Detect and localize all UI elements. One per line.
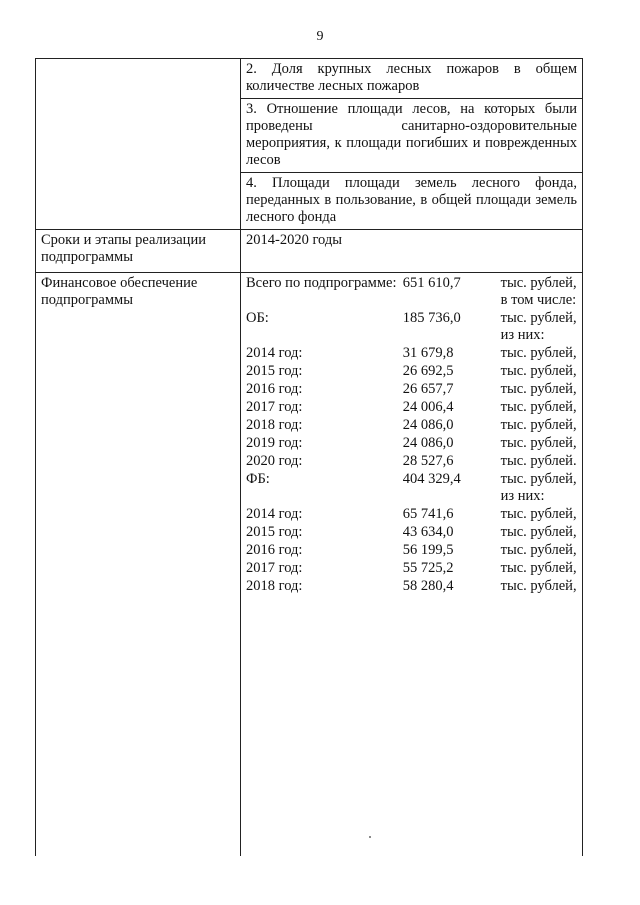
indicator-row-2 <box>36 59 583 99</box>
indicator-3-text: 3. Отношение площади лесов, на которых были проведены санитарно-оздоровительные мероприятия, к площади погибших и поврежденных лесов <box>241 99 583 173</box>
finance-entry-label: 2017 год: <box>246 399 303 415</box>
finance-entry-label: Всего по подпрограмме: <box>246 275 397 291</box>
finance-entry <box>246 345 577 362</box>
finance-entry-unit: тыс. рублей, <box>500 417 577 433</box>
passport-table <box>35 58 583 856</box>
finance-entry-unit: тыс. рублей, <box>500 345 577 361</box>
finance-entry-unit: тыс. рублей, <box>500 363 577 379</box>
finance-entry-amount: 26 692,5 <box>402 363 454 379</box>
finance-entry-unit: тыс. рублей, в том числе: <box>500 275 577 308</box>
finance-label: Финансовое обеспечение подпрограммы <box>36 273 241 857</box>
finance-entry <box>246 363 577 380</box>
finance-entry-amount: 58 280,4 <box>402 578 454 594</box>
finance-entry <box>246 417 577 434</box>
finance-entry-label: 2016 год: <box>246 381 303 397</box>
terms-label: Сроки и этапы реализации подпрограммы <box>36 230 241 273</box>
finance-entry-unit: тыс. рублей, <box>500 560 577 576</box>
finance-entry-label: 2018 год: <box>246 417 303 433</box>
finance-cell <box>241 273 583 857</box>
finance-entry-amount: 24 006,4 <box>402 399 454 415</box>
finance-entry-label: 2015 год: <box>246 363 303 379</box>
terms-row <box>36 230 583 273</box>
finance-entry-amount: 31 679,8 <box>402 345 454 361</box>
finance-entry-amount: 56 199,5 <box>402 542 454 558</box>
finance-entry-label: 2014 год: <box>246 506 303 522</box>
finance-entry-unit: тыс. рублей, <box>500 435 577 451</box>
finance-entry-label: 2020 год: <box>246 453 303 469</box>
finance-entry-unit: тыс. рублей, из них: <box>500 471 577 504</box>
finance-entry-amount: 185 736,0 <box>402 310 461 326</box>
finance-entry <box>246 542 577 559</box>
terms-value: 2014-2020 годы <box>241 230 583 273</box>
finance-entry-amount: 55 725,2 <box>402 560 454 576</box>
finance-entry-amount: 43 634,0 <box>402 524 454 540</box>
finance-entry <box>246 506 577 523</box>
finance-entry <box>246 381 577 398</box>
finance-entry-unit: тыс. рублей, <box>500 524 577 540</box>
finance-entry <box>246 560 577 577</box>
finance-row <box>36 273 583 857</box>
finance-entry-amount: 651 610,7 <box>402 275 461 291</box>
finance-entry <box>246 275 577 309</box>
finance-entry-unit: тыс. рублей, <box>500 506 577 522</box>
finance-entry-unit: тыс. рублей, <box>500 542 577 558</box>
indicator-2-text: 2. Доля крупных лесных пожаров в общем количестве лесных пожаров <box>241 59 583 99</box>
finance-entry-label: 2016 год: <box>246 542 303 558</box>
finance-entry-unit: тыс. рублей, из них: <box>500 310 577 343</box>
scan-speck <box>369 836 371 838</box>
finance-entry-label: ФБ: <box>246 471 270 487</box>
finance-list <box>246 275 577 595</box>
finance-entry-label: 2018 год: <box>246 578 303 594</box>
finance-entry-amount: 65 741,6 <box>402 506 454 522</box>
finance-entry <box>246 471 577 505</box>
finance-entry-unit: тыс. рублей, <box>500 399 577 415</box>
finance-entry <box>246 435 577 452</box>
finance-entry-label: 2014 год: <box>246 345 303 361</box>
finance-entry-label: 2015 год: <box>246 524 303 540</box>
finance-entry-amount: 26 657,7 <box>402 381 454 397</box>
finance-entry-label: 2019 год: <box>246 435 303 451</box>
empty-left-cell <box>36 59 241 230</box>
finance-entry-unit: тыс. рублей, <box>500 578 577 594</box>
finance-entry-unit: тыс. рублей, <box>500 381 577 397</box>
finance-entry <box>246 399 577 416</box>
finance-entry-amount: 404 329,4 <box>402 471 461 487</box>
finance-entry-amount: 24 086,0 <box>402 417 454 433</box>
finance-entry <box>246 524 577 541</box>
finance-entry <box>246 453 577 470</box>
finance-entry-label: ОБ: <box>246 310 269 326</box>
finance-entry-amount: 24 086,0 <box>402 435 454 451</box>
finance-entry-label: 2017 год: <box>246 560 303 576</box>
finance-entry <box>246 310 577 344</box>
indicator-4-text: 4. Площади площади земель лесного фонда, переданных в пользование, в общей площади земель лесного фонда <box>241 173 583 230</box>
page-number: 9 <box>316 29 324 44</box>
finance-entry <box>246 578 577 595</box>
finance-entry-unit: тыс. рублей. <box>500 453 577 469</box>
finance-entry-amount: 28 527,6 <box>402 453 454 469</box>
